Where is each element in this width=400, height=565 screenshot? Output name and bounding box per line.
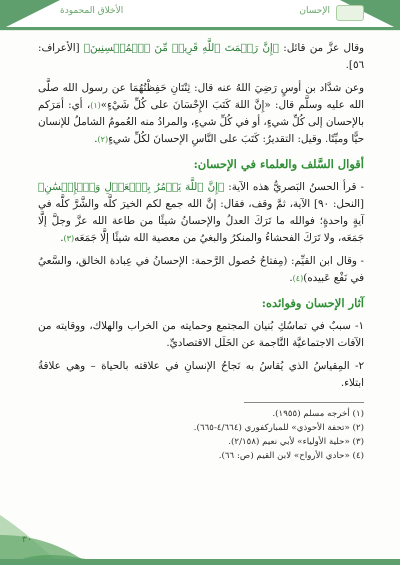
list-item-benefit-2: ٢- المِقياسُ الذي يُقاسُ به نَجاحُ الإنسانِ في علاقته بالحياة – وهي علاقةُ ابتلاء. (38, 360, 364, 389)
page-header (0, 0, 400, 31)
footnote-ref-3[interactable]: (٣) (63, 234, 75, 243)
section-heading-salaf-sayings: أقوال السَّلف والعلماء في الإحسان: (193, 157, 364, 171)
footnotes-section (193, 402, 364, 463)
page-number: ٣٠ (22, 535, 32, 545)
footnote-item: (٤) «حادي الأرواح» لابن القيم (ص: ٦٦). (218, 451, 364, 461)
running-chapter-title: الإحسان (299, 6, 330, 16)
footnote-ref-4[interactable]: (٤) (292, 274, 304, 283)
paragraph-text: - وقال ابن القيِّم: (مِفتاحُ حُصول الرَّحمة: الإحسانُ في عِبادة الخالق، والسَّعيُ في نَفْع عَبيده) (38, 255, 364, 284)
paragraph-quran-araf (38, 40, 364, 74)
hadith-explanation: ، أي: أمَرَكم بالإحسان إلى كُلِّ شيءٍ، أو في كُلِّ شيءٍ، والمرادُ منه العُمومُ الشاملُ للإنسان حيًّا وميِّتًا. وقيل: التقديرُ: كَتَبَ على النَّاسِ الإحسانَ لكُلِّ شيءٍ (38, 99, 364, 145)
quran-verse: ﴿إِنَّ رَحۡمَتَ ٱللَّهِ قَرِيبٞ مِّنَ ٱلۡمُحۡسِنِينَ﴾ (83, 42, 279, 54)
verse-reference: [الأعراف: ٥٦]. (38, 42, 364, 71)
paragraph-ibn-qayyim: - وقال ابن القيِّم: (مِفتاحُ حُصول الرَّحمة: الإحسانُ في عِبادة الخالق، والسَّعيُ في نَفْع عَبيده)(٤). (38, 255, 364, 284)
footnote-item: (٢) «تحفة الأحوذي» للمباركفوري (٤/٦٦٤-٦٦٥). (193, 423, 364, 433)
running-book-title: الأخلاق المحمودة (60, 6, 124, 16)
paragraph-hadith: وعن شدَّاد بن أوسٍ رَضِيَ اللهُ عنه قال: ثِنْتَانِ حَفِظْتُهُمَا عن رسول الله صلَّى الله عليه وسلَّم قال: «إِنَّ اللهَ كَتَبَ الإِحْسَانَ على كُلِّ شَيْءٍ»(١)، أي: أمَرَكم بالإحسان إلى كُلِّ شيءٍ، أو في كُلِّ شيءٍ، والمرادُ منه العُمومُ الشاملُ للإنسان حيًّا وميِّتًا. وقيل: التقديرُ: كَتَبَ على النَّاسِ الإحسانَ لكُلِّ شيءٍ(٢). (38, 82, 364, 145)
footnote-item: (١) أخرجه مسلم (١٩٥٥). (272, 409, 364, 419)
paragraph-text: - قرأ الحسنُ البَصريُّ هذه الآية: (228, 181, 364, 193)
header-band (0, 27, 400, 30)
header-ornament-left (0, 0, 60, 30)
page-body (38, 40, 364, 525)
hadith-text: وعن شدَّاد بن أوسٍ رَضِيَ اللهُ عنه قال: ثِنْتَانِ حَفِظْتُهُمَا عن رسول الله صلَّى الله عليه وسلَّم قال: «إِنَّ اللهَ كَتَبَ الإِحْسَانَ على كُلِّ شَيْءٍ» (38, 82, 364, 111)
footnote-item: (٣) «حلية الأولياء» لأبي نعيم (٢/١٥٨). (228, 437, 364, 447)
verse-reference: [النحل: ٩٠] الآية، ثمَّ وقف، فقال: إنَّ الله جمع لكم الخيرَ كلَّه والشَّرَّ كلَّه في آيةٍ واحدةٍ؛ فوالله ما تَرَكَ العدلُ والإحسانُ شيئًا من طاعة الله عزَّ وجلَّ إلَّا جَمَعَه، ولا تَرَكَ الفحشاءُ والمنكرُ والبغيُ من معصية الله شيئًا إلَّا جَمَعَه (38, 198, 364, 244)
footer-band (0, 559, 400, 565)
section-heading-effects-benefits: آثار الإحسان وفوائده: (261, 296, 364, 310)
list-item-benefit-1: ١- سببٌ في تماسُكِ بُنيان المجتمع وحمايته من الخراب والهلاك، ووقايته من الآفات الاجتماعيَّة النَّاجمة عن الخَلَل الاقتصاديِّ. (38, 320, 364, 349)
footnotes-list (44, 407, 364, 463)
paragraph-hasan-basri: - قرأ الحسنُ البَصريُّ هذه الآية: ﴿إِنَّ ٱللَّهَ يَأۡمُرُ بِٱلۡعَدۡلِ وَٱلۡإِحۡسَٰنِ﴾ [النحل: ٩٠] الآية، ثمَّ وقف، فقال: إنَّ الله جمع لكم الخيرَ كلَّه والشَّرَّ كلَّه في آيةٍ واحدةٍ؛ فوالله ما تَرَكَ العدلُ والإحسانُ شيئًا من طاعة الله عزَّ وجلَّ إلَّا جَمَعَه، ولا تَرَكَ الفحشاءُ والمنكرُ والبغيُ من معصية الله شيئًا إلَّا جَمَعَه(٣). (38, 181, 364, 244)
quran-verse: ﴿إِنَّ ٱللَّهَ يَأۡمُرُ بِٱلۡعَدۡلِ وَٱلۡإِحۡسَٰنِ﴾ (38, 181, 225, 193)
paragraph-text: وقال عزَّ من قائل: (283, 42, 364, 54)
footnote-ref-1[interactable]: (١) (90, 101, 101, 110)
chapter-badge-ornament (336, 5, 364, 21)
leaf-ornament (0, 495, 120, 565)
footnote-ref-2[interactable]: (٢) (97, 135, 109, 144)
